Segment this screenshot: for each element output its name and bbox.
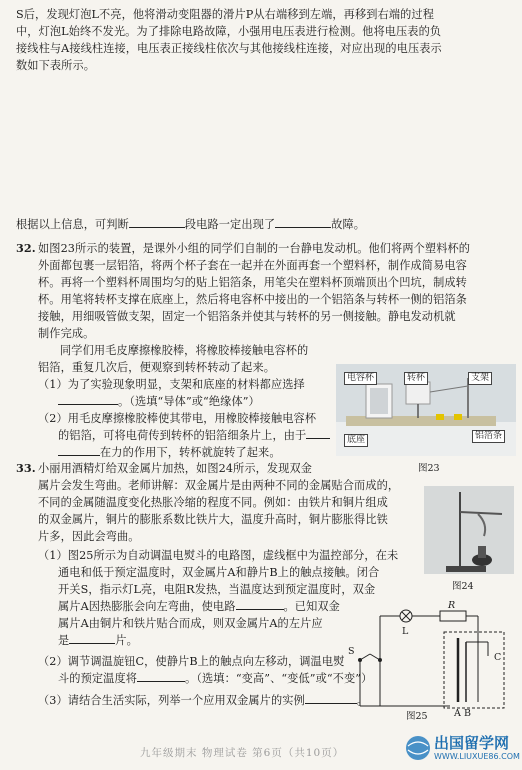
- q33-line-1: 小丽用酒精灯给双金属片加热，如图24所示，发现双金: [38, 462, 313, 475]
- q32-line-8: 铝箔，重复几次后，便观察到转杯转动了起来。: [38, 361, 276, 374]
- q33-sub-2-line-1: （2）调节调温旋钮C，使静片B上的触点向左移动，调温电熨: [38, 655, 345, 668]
- watermark-logo: [404, 732, 520, 766]
- answer-blank[interactable]: [69, 632, 115, 644]
- answer-blank[interactable]: [58, 444, 100, 456]
- answer-blank[interactable]: [275, 216, 331, 228]
- label-base: 底座: [344, 434, 368, 447]
- figure-23-photo: [336, 364, 516, 456]
- circuit-label-L: L: [402, 626, 409, 637]
- q32-line-3: 杯。再将一个塑料杯周围均匀的贴上铝箔条，用笔尖在塑料杯顶端顶出个凹坑，制成转: [38, 276, 467, 289]
- q33-sub-1-line-1: （1）图25所示为自动调温电熨斗的电路图，虚线框中为温控部分，在未: [38, 549, 399, 562]
- circuit-label-A: A: [454, 708, 461, 719]
- q33-sub-1-line-6: 是 片。: [58, 634, 138, 647]
- label-capacitor-cup: 电容杯: [344, 372, 377, 385]
- figure-23-caption: 图23: [418, 463, 440, 474]
- question-number-32: 32.: [16, 241, 36, 255]
- answer-blank[interactable]: [137, 670, 185, 682]
- q33-sub-1-line-2: 通电和低于预定温度时，双金属片A和静片B上的触点接触。闭合: [58, 566, 380, 579]
- q32-sub-1-cont: 。（选填“导体”或“绝缘体”）: [58, 393, 260, 411]
- conclusion-line: 根据以上信息，可判断 段电路一定出现了 故障。: [16, 218, 366, 231]
- figure-24-photo: [424, 486, 514, 574]
- q32-line-1: 如图23所示的装置，是课外小组的同学们自制的一台静电发动机。他们将两个塑料杯的: [38, 242, 471, 255]
- q33-line-3: 不同的金属随温度变化热胀冷缩的程度不同。例如：由铁片和铜片组成: [38, 496, 388, 509]
- top-line-1: S后，发现灯泡L不亮，他将滑动变阻器的滑片P从右端移到左端，再移到右端的过程: [16, 8, 434, 21]
- top-line-4: 数如下表所示。: [16, 59, 96, 72]
- answer-blank[interactable]: [129, 216, 185, 228]
- circuit-label-R: R: [448, 600, 456, 611]
- q32-sub-2-line-2: 的铝箔，可将电荷传到转杯的铝箔细条片上，由于: [58, 427, 330, 445]
- q32-line-5: 接触，用细吸管做支架，固定一个铝箔条并使其与转杯的另一侧接触。静电发动机就: [38, 310, 456, 323]
- label-stand: 支架: [468, 372, 492, 385]
- page-footer: 九年级期末 物理试卷 第6页（共10页）: [140, 747, 345, 759]
- q32-line-7: 同学们用毛皮摩擦橡胶棒，将橡胶棒接触电容杯的: [60, 344, 309, 357]
- top-line-3: 接线柱与A接线柱连接，电压表正接线柱依次与其他接线柱连接，对应出现的电压表示: [16, 42, 442, 55]
- q32-line-2: 外面都包裹一层铝箔，将两个杯子套在一起并在外面再套一个塑料杯，制作成简易电容: [38, 259, 467, 272]
- figure-25-caption: 图25: [406, 711, 428, 722]
- figure-24-caption: 图24: [452, 581, 474, 592]
- figure-25-circuit: [340, 602, 516, 722]
- q32-line-4: 杯。用笔将转杯支撑在底座上，然后将电容杯中接出的一个铝箔条与转杯一侧的铝箔条: [38, 293, 467, 306]
- q32-sub-2-line-3: 在力的作用下，转杯就旋转了起来。: [58, 444, 281, 462]
- top-line-2: 中，灯泡L始终不发光。为了排除电路故障，小强用电压表进行检测。他将电压表的负: [16, 25, 442, 38]
- question-number-33: 33.: [16, 461, 36, 475]
- answer-blank[interactable]: [58, 393, 118, 405]
- thermostat-circuit-diagram: [340, 602, 516, 722]
- q33-line-2: 属片会发生弯曲。老师讲解：双金属片是由两种不同的金属贴合而成的，: [38, 479, 400, 492]
- q33-sub-1-line-5: 属片A由铜片和铁片贴合而成，则双金属片A的左片应: [58, 617, 323, 630]
- watermark-url: WWW.LIUXUE86.COM: [434, 752, 520, 761]
- label-rotor-cup: 转杯: [404, 372, 428, 385]
- circuit-label-B: B: [464, 708, 471, 719]
- label-foil-strip: 铝箔条: [472, 430, 505, 443]
- q33-sub-3: （3）请结合生活实际，列举一个应用双金属片的实例 。: [38, 694, 369, 707]
- circuit-label-C: C: [494, 652, 502, 663]
- q32-sub-1: （1）为了实验现象明显，支架和底座的材料都应选择: [38, 378, 305, 391]
- alcohol-lamp-bimetal-photo: [424, 486, 514, 574]
- circuit-label-S: S: [348, 646, 355, 657]
- answer-blank[interactable]: [306, 427, 330, 439]
- q33-line-4: 的双金属片，铜片的膨胀系数比铁片大，温度升高时，铜片膨胀得比铁: [38, 513, 388, 526]
- q32-line-6: 制作完成。: [38, 327, 95, 340]
- q33-sub-1-line-3: 开关S，指示灯L亮，电阻R发热，当温度达到预定温度时，双金: [58, 583, 376, 596]
- answer-blank[interactable]: [236, 598, 284, 610]
- q32-sub-2: （2）用毛皮摩擦橡胶棒使其带电，用橡胶棒接触电容杯: [38, 412, 317, 425]
- watermark-text: 出国留学网: [434, 734, 510, 752]
- q33-line-5: 片多，因此会弯曲。: [38, 530, 140, 543]
- q33-sub-1-line-4: 属片A因热膨胀会向左弯曲，使电路 。已知双金: [58, 600, 340, 613]
- q33-sub-2-line-2: 斗的预定温度将 。（选填：“变高”、“变低”或“不变”）: [58, 672, 373, 685]
